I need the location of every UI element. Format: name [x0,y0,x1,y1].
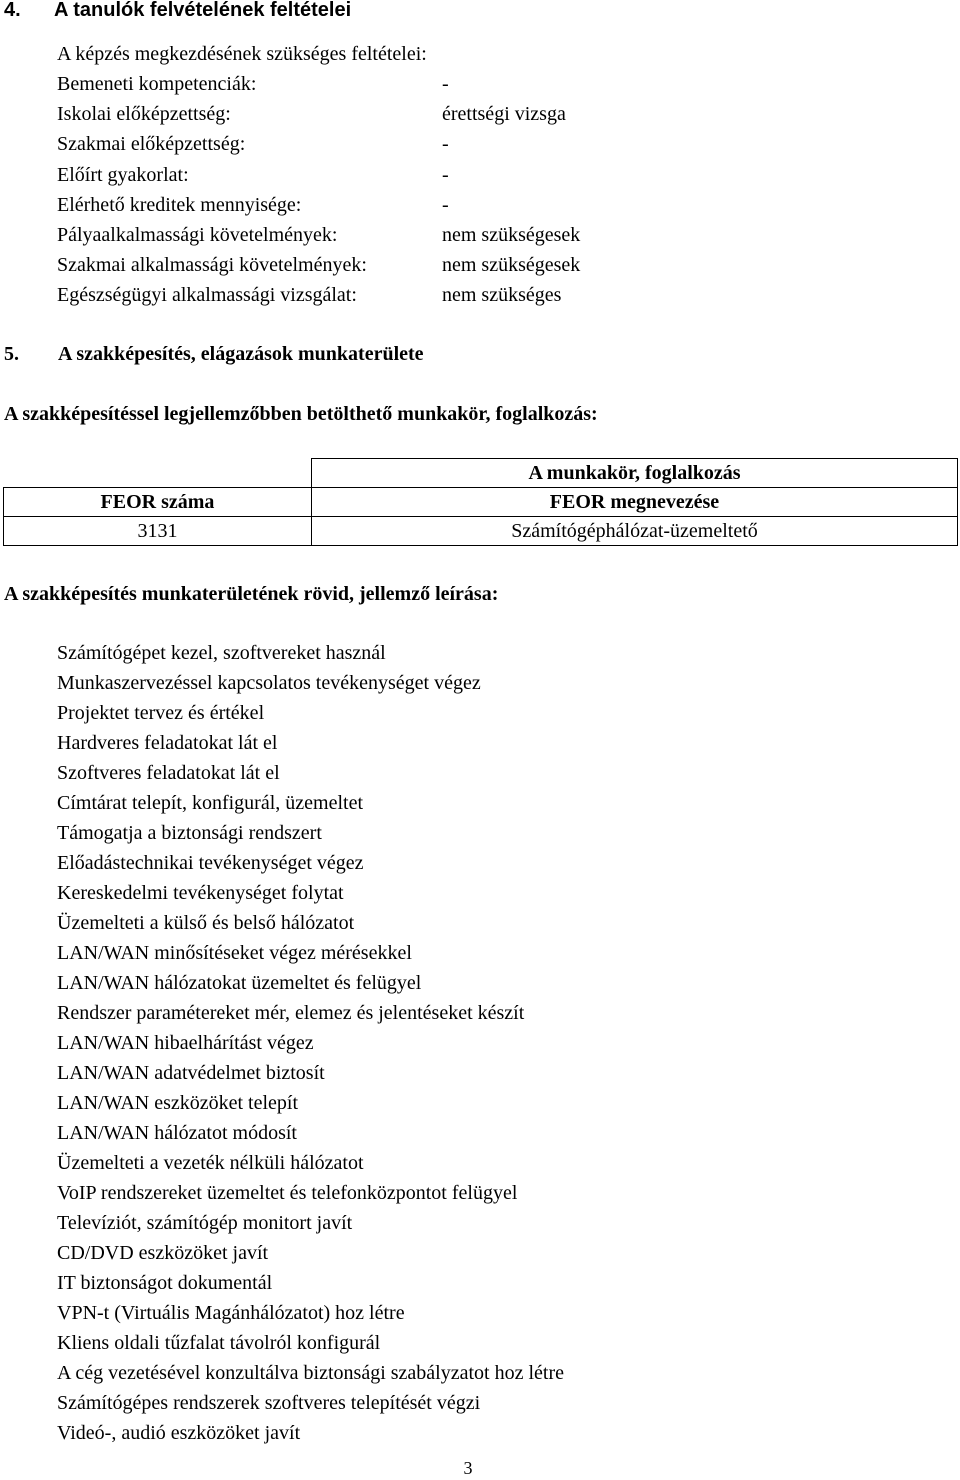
feor-name-header: FEOR megnevezése [312,488,958,517]
requirement-value: - [442,73,449,95]
feor-empty-corner [4,459,312,488]
requirement-value: nem szükséges [442,284,562,307]
list-item: Rendszer paramétereket mér, elemez és jelentéseket készít [57,1002,525,1024]
list-item: IT biztonságot dokumentál [57,1272,273,1294]
list-item: Munkaszervezéssel kapcsolatos tevékenységet végez [57,672,481,694]
list-item: CD/DVD eszközöket javít [57,1242,269,1264]
list-item: Hardveres feladatokat lát el [57,732,278,754]
list-item: Szoftveres feladatokat lát el [57,762,280,784]
section4-heading [4,0,351,24]
requirement-value: - [442,133,449,156]
requirement-label: Egészségügyi alkalmassági vizsgálat: [57,284,357,307]
table-row [4,517,958,546]
list-item: Számítógépes rendszerek szoftveres telepítését végzi [57,1392,481,1414]
requirement-label: Iskolai előképzettség: [57,103,231,126]
task-list [57,638,564,1448]
list-item: Kereskedelmi tevékenységet folytat [57,882,344,904]
section5-number: 5. [4,343,19,365]
list-item: LAN/WAN hálózatot módosít [57,1122,297,1144]
list-item: Címtárat telepít, konfigurál, üzemeltet [57,792,364,814]
requirement-value: nem szükségesek [442,254,581,277]
list-item: Üzemelteti a külső és belső hálózatot [57,912,355,934]
list-item: LAN/WAN hibaelhárítást végez [57,1032,314,1054]
list-item: Támogatja a biztonsági rendszert [57,822,322,844]
section4-title: A tanulók felvételének feltételei [54,0,352,21]
list-item: LAN/WAN minősítéseket végez mérésekkel [57,942,412,964]
feor-group-header-row [4,459,958,488]
requirement-value: érettségi vizsga [442,103,566,126]
requirement-value: nem szükségesek [442,223,581,246]
feor-group-header: A munkakör, foglalkozás [312,459,958,488]
feor-column-header-row [4,488,958,517]
list-item: LAN/WAN eszközöket telepít [57,1092,299,1114]
section4-number: 4. [4,0,21,21]
feor-name-cell: Számítógéphálózat-üzemeltető [312,517,958,546]
feor-code-header: FEOR száma [4,488,312,517]
list-item: Számítógépet kezel, szoftvereket használ [57,642,386,664]
feor-table [3,458,958,546]
list-item: Videó-, audió eszközöket javít [57,1422,301,1444]
list-item: LAN/WAN adatvédelmet biztosít [57,1062,325,1084]
requirement-label: Elérhető kreditek mennyisége: [57,193,302,216]
requirement-label: Előírt gyakorlat: [57,163,189,186]
requirement-label: Bemeneti kompetenciák: [57,73,257,95]
list-item: VoIP rendszereket üzemeltet és telefonközpontot felügyel [57,1182,518,1204]
page-number: 3 [463,1458,473,1478]
list-item: Üzemelteti a vezeték nélküli hálózatot [57,1152,364,1174]
list-item: A cég vezetésével konzultálva biztonsági szabályzatot hoz létre [57,1362,565,1384]
description-heading: A szakképesítés munkaterületének rövid, jellemző leírása: [4,583,499,605]
list-item: Előadástechnikai tevékenységet végez [57,852,364,874]
list-item: VPN-t (Virtuális Magánhálózatot) hoz létre [57,1302,405,1324]
list-item: LAN/WAN hálózatokat üzemeltet és felügyel [57,972,422,994]
list-item: Projektet tervez és értékel [57,702,265,724]
requirements-intro: A képzés megkezdésének szükséges feltételei: [57,43,427,65]
list-item: Kliens oldali tűzfalat távolról konfigurál [57,1332,381,1354]
jobs-heading: A szakképesítéssel legjellemzőbben betölthető munkakör, foglalkozás: [4,403,598,425]
requirement-value: - [442,163,449,186]
requirement-value: - [442,193,449,216]
list-item: Televíziót, számítógép monitort javít [57,1212,353,1234]
section5-heading [4,339,424,369]
section5-title: A szakképesítés, elágazások munkaterülete [58,343,424,365]
requirement-label: Szakmai alkalmassági követelmények: [57,254,367,277]
feor-code-cell: 3131 [4,517,312,546]
requirement-label: Szakmai előképzettség: [57,133,246,156]
requirement-label: Pályaalkalmassági követelmények: [57,223,338,246]
